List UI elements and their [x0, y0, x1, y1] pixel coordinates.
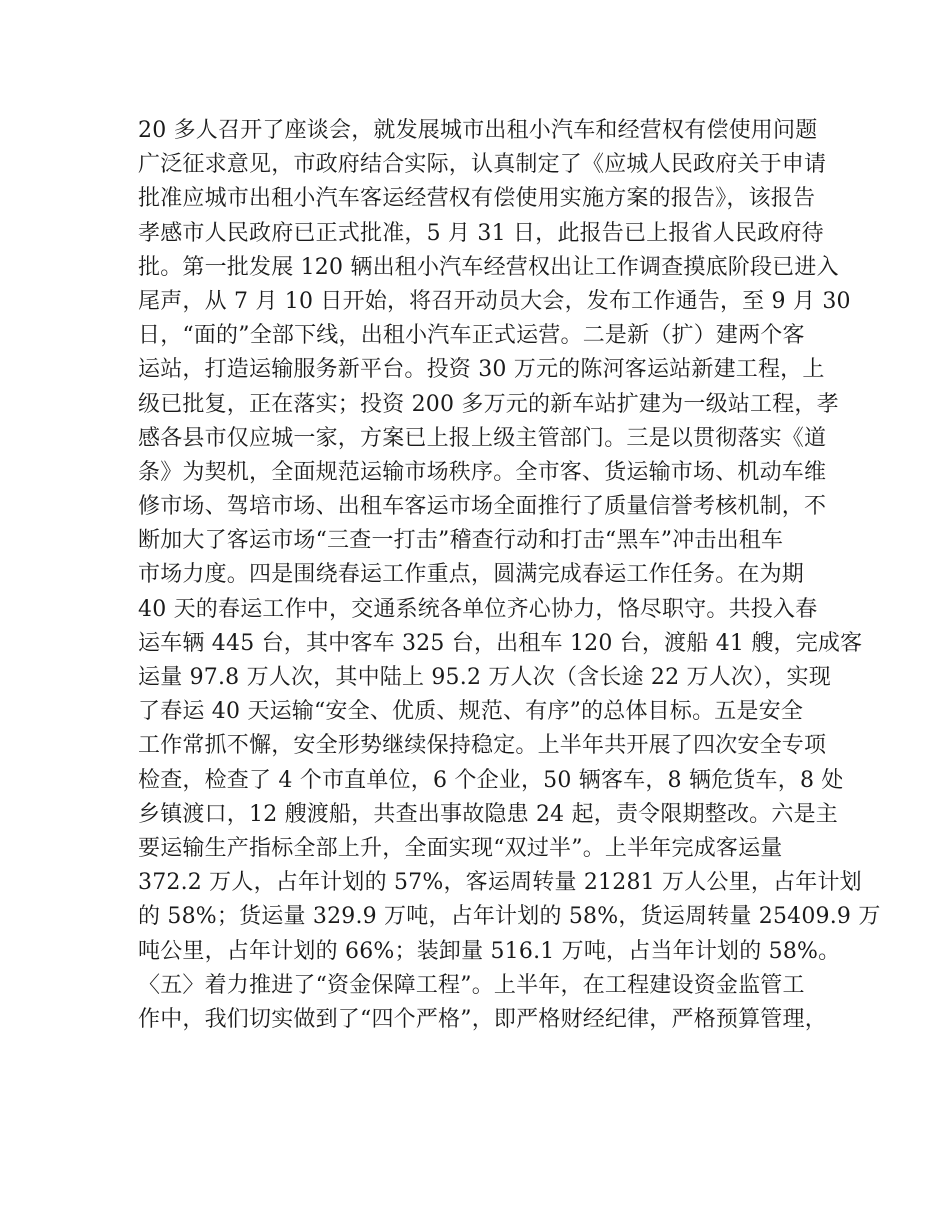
text-line: 级已批复，正在落实；投资 200 多万元的新车站扩建为一级站工程，孝 — [138, 391, 839, 417]
text-line: 了春运 40 天运输“安全、优质、规范、有序”的总体目标。五是安全 — [138, 699, 804, 725]
text-line: 运站，打造运输服务新平台。投资 30 万元的陈河客运站新建工程，上 — [138, 357, 825, 383]
text-line: 372.2 万人，占年计划的 57%，客运周转量 21281 万人公里，占年计划 — [138, 870, 862, 896]
text-line: 批准应城市出租小汽车客运经营权有偿使用实施方案的报告》，该报告 — [138, 186, 816, 212]
text-line: 广泛征求意见，市政府结合实际，认真制定了《应城人民政府关于申请 — [138, 152, 827, 178]
text-line: 修市场、驾培市场、出租车客运市场全面推行了质量信誉考核机制，不 — [138, 494, 827, 520]
text-line: 断加大了客运市场“三查一打击”稽查行动和打击“黑车”冲击出租车 — [138, 528, 784, 554]
text-line: 尾声，从 7 月 10 日开始，将召开动员大会，发布工作通告，至 9 月 30 — [138, 288, 851, 314]
text-line: 批。第一批发展 120 辆出租小汽车经营权出让工作调查摸底阶段已进入 — [138, 254, 839, 280]
text-line: 的 58%；货运量 329.9 万吨，占年计划的 58%，货运周转量 25409.9 万 — [138, 904, 881, 930]
text-line: 40 天的春运工作中，交通系统各单位齐心协力，恪尽职守。共投入春 — [138, 596, 818, 622]
text-line: 运量 97.8 万人次，其中陆上 95.2 万人次（含长途 22 万人次），实现 — [138, 665, 831, 690]
text-line: 〈五〉着力推进了“资金保障工程”。上半年，在工程建设资金监管工 — [138, 972, 805, 998]
text-line: 日，“面的”全部下线，出租小汽车正式运营。二是新（扩）建两个客 — [138, 323, 805, 349]
text-line: 工作常抓不懈，安全形势继续保持稳定。上半年共开展了四次安全专项 — [138, 733, 827, 759]
text-line: 乡镇渡口，12 艘渡船，共查出事故隐患 24 起，责令限期整改。六是主 — [138, 801, 838, 827]
text-line: 运车辆 445 台，其中客车 325 台，出租车 120 台，渡船 41 艘，完成客 — [138, 630, 863, 656]
body-text — [138, 114, 881, 1037]
text-line: 20 多人召开了座谈会，就发展城市出租小汽车和经营权有偿使用问题 — [138, 118, 818, 143]
text-line: 检查，检查了 4 个市直单位，6 个企业，50 辆客车，8 辆危货车，8 处 — [138, 767, 844, 793]
text-line: 孝感市人民政府已正式批准，5 月 31 日，此报告已上报省人民政府待 — [138, 220, 824, 246]
text-line: 吨公里，占年计划的 66%；装卸量 516.1 万吨，占当年计划的 58%。 — [138, 938, 841, 964]
text-line: 条》为契机，全面规范运输市场秩序。全市客、货运输市场、机动车维 — [138, 459, 827, 485]
text-line: 要运输生产指标全部上升，全面实现“双过半”。上半年完成客运量 — [138, 835, 783, 861]
text-line: 感各县市仅应城一家，方案已上报上级主管部门。三是以贯彻落实《道 — [138, 425, 827, 451]
text-line: 市场力度。四是围绕春运工作重点，圆满完成春运工作任务。在为期 — [138, 562, 805, 588]
text-line: 作中，我们切实做到了“四个严格”，即严格财经纪律，严格预算管理， — [138, 1006, 827, 1032]
